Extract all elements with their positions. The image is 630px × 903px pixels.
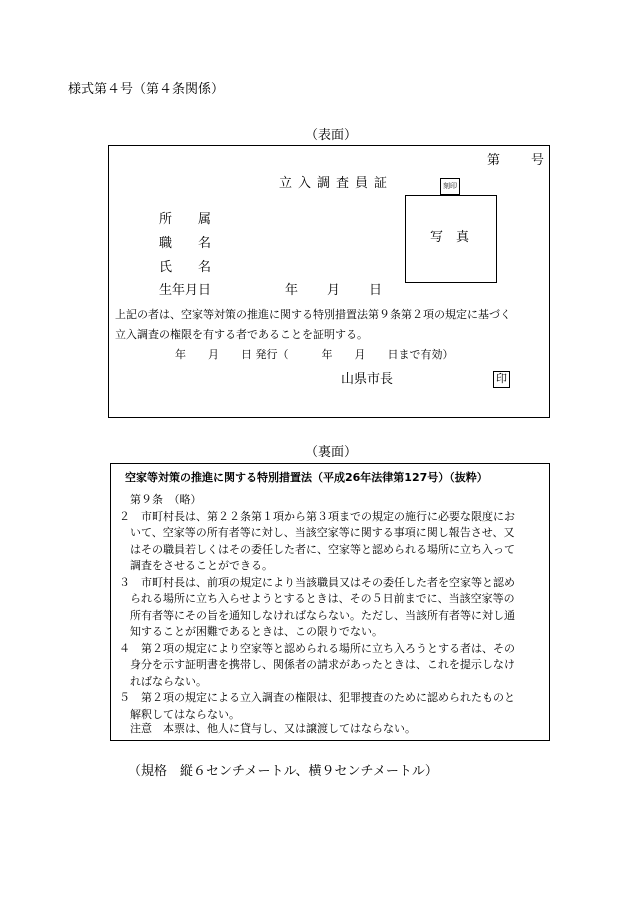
back-line: られる場所に立ち入らせようとするときは、その５日前までに、当該空家等の [119,592,515,605]
back-line: ３ 市町村長は、前項の規定により当該職員又はその委任した者を空家等と認め [119,576,515,589]
form-number: 様式第４号（第４条関係） [68,82,225,97]
certification-line-1: 上記の者は、空家等対策の推進に関する特別措置法第９条第２項の規定に基づく [115,308,511,321]
photo-box [405,195,497,283]
card-title: 立入調査員証 [279,176,394,191]
back-line: ２ 市町村長は、第２２条第１項から第３項までの規定の施行に必要な限度にお [119,510,515,523]
back-line: 身分を示す証明書を携帯し、関係者の請求があったときは、これを提示しなけ [119,658,515,671]
field-name-label: 氏 名 [159,260,212,275]
back-line: はその職員若しくはその委任した者に、空家等と認められる場所に立ち入って [119,543,515,556]
issuer-name: 山県市長 [341,372,394,387]
back-line: 注意 本票は、他人に貸与し、又は譲渡してはならない。 [119,722,416,735]
back-card [110,463,550,741]
back-line: ５ 第２項の規定による立入調査の権限は、犯罪捜査のために認められたものと [119,691,515,704]
field-birthdate-label: 生年月日 [159,283,212,298]
back-line: ればならない。 [119,675,207,688]
number-label-left: 第 [487,153,501,168]
number-label-right: 号 [531,153,545,168]
small-seal-box: 刻印 [440,178,460,195]
front-heading: （表面） [305,128,358,143]
birth-month-label: 月 [327,283,341,298]
back-line: 知することが困難であるときは、この限りでない。 [119,625,383,638]
back-line: 調査をさせることができる。 [119,559,273,572]
back-line: 第９条 （略） [119,493,202,506]
back-line: 解釈してはならない。 [119,708,240,721]
size-note: （規格 縦６センチメートル、横９センチメートル） [128,764,438,779]
law-title: 空家等対策の推進に関する特別措置法（平成26年法律第127号）（抜粋） [125,471,488,484]
back-heading: （裏面） [305,445,358,460]
photo-label: 写 真 [430,230,470,245]
certification-line-2: 立入調査の権限を有する者であることを証明する。 [115,328,368,341]
issue-validity-line: 年 月 日 発行（ 年 月 日まで有効） [175,348,454,361]
front-card [108,145,550,418]
field-affiliation-label: 所 属 [159,212,212,227]
back-line: 所有者等にその旨を通知しなければならない。ただし、当該所有者等に対し通 [119,609,515,622]
field-position-label: 職 名 [159,236,212,251]
back-line: いて、空家等の所有者等に対し、当該空家等に関する事項に関し報告させ、又 [119,526,515,539]
birth-year-label: 年 [285,283,299,298]
back-line: ４ 第２項の規定により空家等と認められる場所に立ち入ろうとする者は、その [119,642,515,655]
issuer-seal: 印 [493,371,510,388]
birth-day-label: 日 [369,283,383,298]
